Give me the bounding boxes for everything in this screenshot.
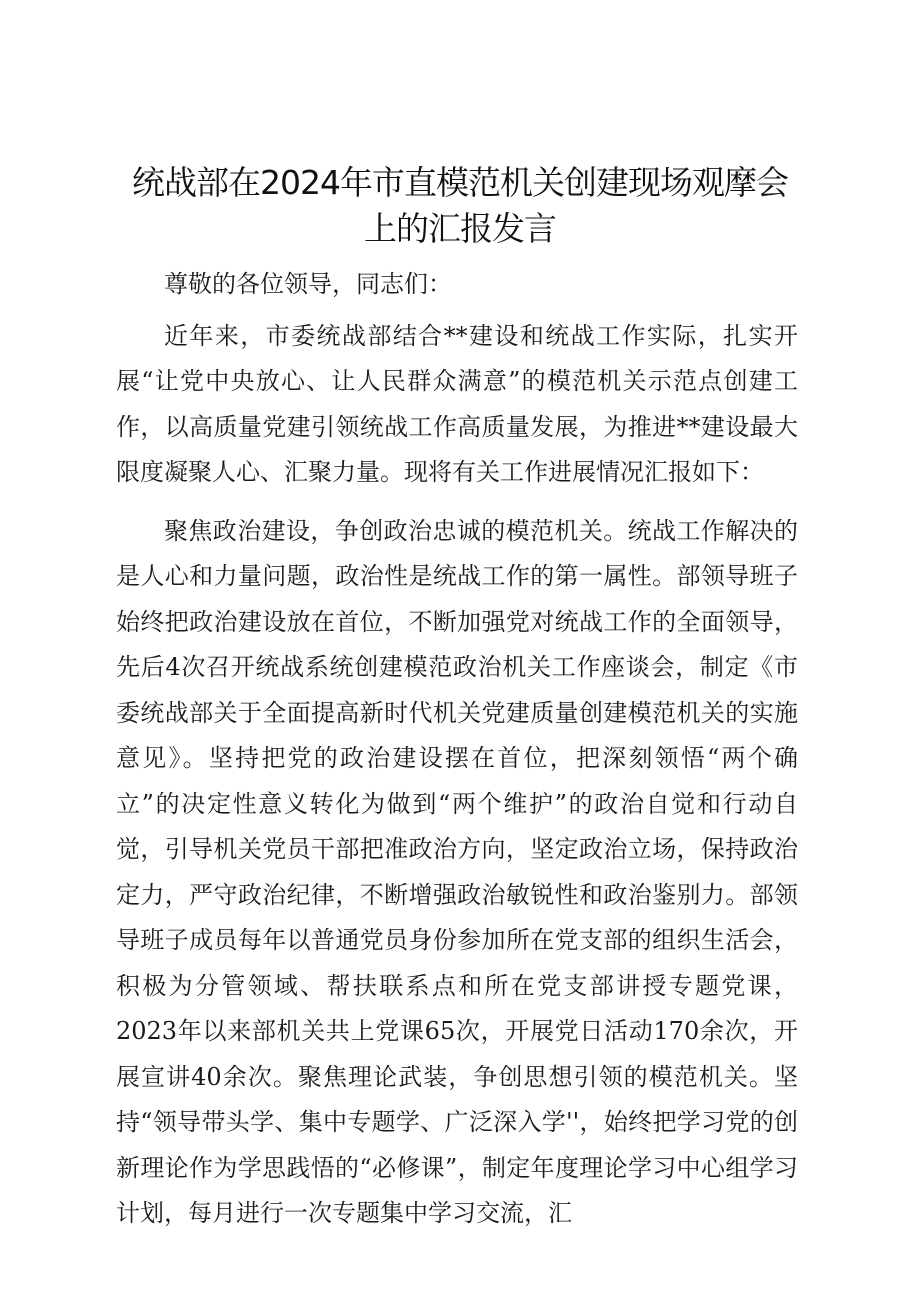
salutation: 尊敬的各位领导，同志们：	[164, 270, 452, 298]
title-line-2: 上的汇报发言	[364, 209, 556, 248]
paragraph-intro: 近年来，市委统战部结合**建设和统战工作实际，扎实开展“让党中央放心、让人民群众满意”的模范机关示范点创建工作，以高质量党建引领统战工作高质量发展，为推进**建设最大限度凝聚人心、汇聚力量。现将有关工作进展情况汇报如下：	[116, 321, 798, 486]
document-title	[120, 160, 800, 252]
title-line-1: 统战部在2024年市直模范机关创建现场观摩会	[132, 163, 788, 202]
document-body	[116, 262, 798, 1250]
paragraph-political-building: 聚焦政治建设，争创政治忠诚的模范机关。统战工作解决的是人心和力量问题，政治性是统战工作的第一属性。部领导班子始终把政治建设放在首位，不断加强党对统战工作的全面领导，先后4次召开统战系统创建模范政治机关工作座谈会，制定《市委统战部关于全面提高新时代机关党建质量创建模范机关的实施意见》。坚持把党的政治建设摆在首位，把深刻领悟“两个确立”的决定性意义转化为做到“两个维护”的政治自觉和行动自觉，引导机关党员干部把准政治方向，坚定政治立场，保持政治定力，严守政治纪律，不断增强政治敏锐性和政治鉴别力。部领导班子成员每年以普通党员身份参加所在党支部的组织生活会，积极为分管领域、帮扶联系点和所在党支部讲授专题党课，2023年以来部机关共上党课65次，开展党日活动170余次，开展宣讲40余次。聚焦理论武装，争创思想引领的模范机关。坚持“领导带头学、集中专题学、广泛深入学''，始终把学习党的创新理论作为学思践悟的“必修课”，制定年度理论学习中心组学习计划，每月进行一次专题集中学习交流，汇	[116, 516, 798, 1227]
